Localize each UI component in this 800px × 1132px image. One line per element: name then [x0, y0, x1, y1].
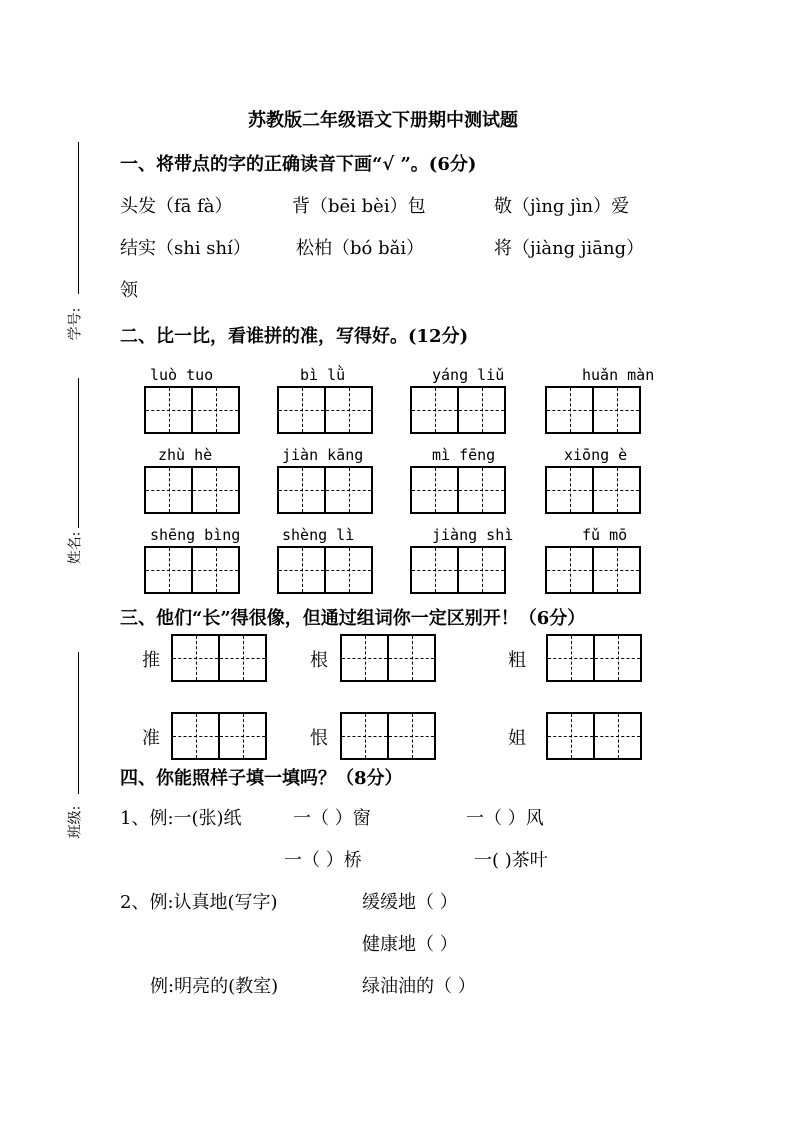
pinyin-label: jiàn kāng: [282, 446, 364, 464]
q1-item: 领: [120, 280, 138, 301]
writing-grid[interactable]: [545, 386, 641, 434]
pinyin-label: xiōng è: [564, 446, 628, 464]
name-label: 姓名:: [67, 531, 84, 565]
writing-grid[interactable]: [277, 386, 373, 434]
pinyin-label: shēng bìng: [150, 526, 241, 544]
writing-grid[interactable]: [144, 466, 240, 514]
student-number-label: 学号:: [67, 307, 84, 341]
page-title: 苏教版二年级语文下册期中测试题: [248, 110, 518, 131]
writing-grid[interactable]: [171, 634, 267, 682]
pinyin-label: huǎn màn: [582, 366, 655, 384]
q4-blank[interactable]: 缓缓地（ ）: [362, 892, 458, 913]
compare-char: 恨: [310, 728, 328, 749]
q1-item: 敬（jìng jìn）爱: [494, 196, 630, 217]
pinyin-label: zhù hè: [158, 446, 213, 464]
class-label: 班级:: [67, 805, 84, 839]
writing-grid[interactable]: [410, 466, 506, 514]
q1-item: 结实（shi shí）: [120, 238, 251, 259]
writing-grid[interactable]: [340, 634, 436, 682]
pinyin-label: mì fēng: [432, 446, 496, 464]
q4-blank[interactable]: 一( )茶叶: [474, 850, 548, 871]
writing-grid[interactable]: [410, 386, 506, 434]
q4-blank[interactable]: 一（ ）风: [466, 808, 544, 829]
writing-grid[interactable]: [144, 386, 240, 434]
q4-example: 2、例:认真地(写字): [120, 892, 278, 913]
binding-line: [78, 142, 79, 294]
question-4-heading: 四、你能照样子填一填吗？（8分）: [120, 768, 403, 789]
binding-line: [78, 378, 79, 528]
compare-char: 姐: [508, 728, 526, 749]
writing-grid[interactable]: [144, 546, 240, 594]
compare-char: 根: [310, 650, 328, 671]
writing-grid[interactable]: [546, 634, 642, 682]
compare-char: 粗: [508, 650, 526, 671]
writing-grid[interactable]: [545, 546, 641, 594]
q1-item: 头发（fā fà）: [120, 196, 233, 217]
q1-item: 将（jiàng jiāng）: [494, 238, 645, 259]
q1-item: 松柏（bó bǎi）: [296, 238, 425, 259]
q4-example: 例:明亮的(教室): [150, 976, 279, 997]
pinyin-label: luò tuo: [150, 366, 214, 384]
writing-grid[interactable]: [546, 712, 642, 760]
pinyin-label: yáng liǔ: [432, 366, 505, 384]
pinyin-label: shèng lì: [282, 526, 355, 544]
writing-grid[interactable]: [340, 712, 436, 760]
writing-grid[interactable]: [277, 466, 373, 514]
pinyin-label: jiàng shì: [432, 526, 514, 544]
binding-line: [78, 652, 79, 794]
q1-item: 背（bēi bèi）包: [292, 196, 426, 217]
q4-blank[interactable]: 一（ ）桥: [284, 850, 362, 871]
pinyin-label: bì lǜ: [300, 366, 346, 384]
writing-grid[interactable]: [277, 546, 373, 594]
question-1-heading: 一、将带点的字的正确读音下画“√ ”。(6分): [120, 154, 477, 175]
pinyin-label: fǔ mō: [582, 526, 628, 544]
q4-blank[interactable]: 健康地（ ）: [362, 934, 458, 955]
question-2-heading: 二、比一比，看谁拼的准，写得好。(12分): [120, 326, 469, 347]
question-3-heading: 三、他们“长”得很像，但通过组词你一定区别开！（6分）: [120, 608, 586, 629]
q4-blank[interactable]: 一（ ）窗: [293, 808, 371, 829]
writing-grid[interactable]: [545, 466, 641, 514]
writing-grid[interactable]: [171, 712, 267, 760]
compare-char: 推: [142, 650, 160, 671]
compare-char: 准: [142, 728, 160, 749]
q4-blank[interactable]: 绿油油的（ ）: [362, 976, 476, 997]
q4-example: 1、例:一(张)纸: [120, 808, 242, 829]
writing-grid[interactable]: [410, 546, 506, 594]
